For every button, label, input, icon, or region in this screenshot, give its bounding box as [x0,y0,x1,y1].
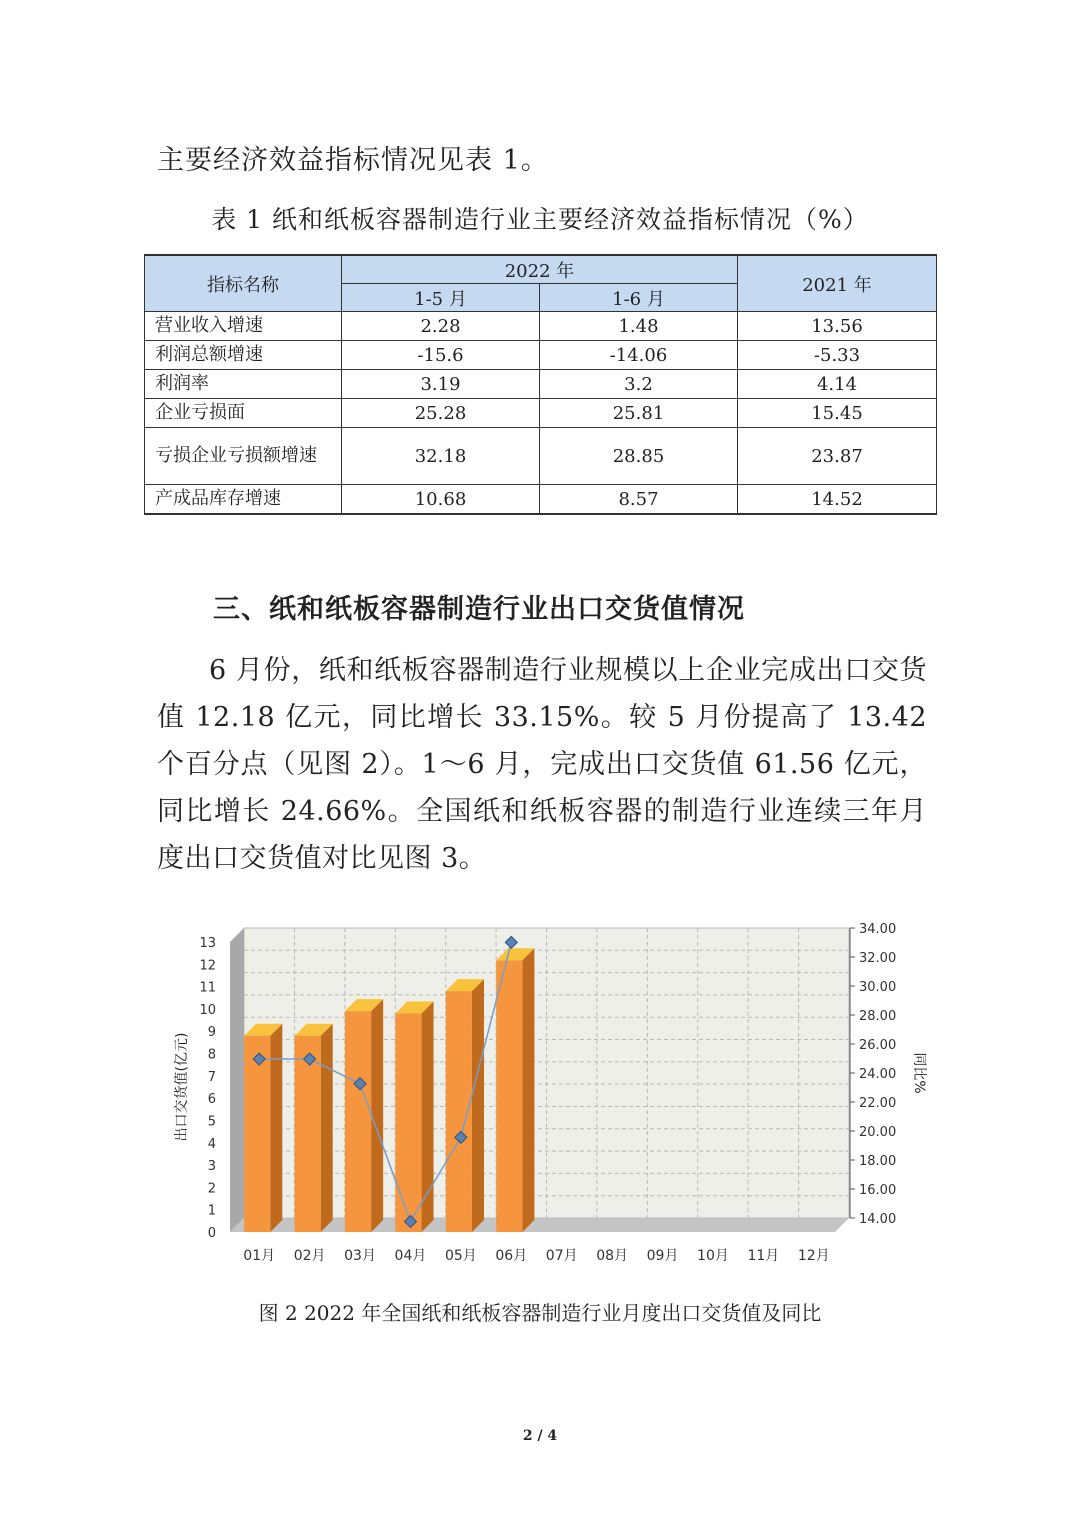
section-heading: 三、纸和纸板容器制造行业出口交货值情况 [213,594,745,625]
table-row [145,428,937,485]
export-value-chart [170,910,930,1280]
table-row [145,370,937,399]
row-name: 利润总额增速 [145,341,342,370]
page-number: 2 / 4 [522,1428,558,1444]
x-tick-label: 11月 [747,1248,780,1264]
x-tick-label: 08月 [596,1248,629,1264]
y-tick-label: 9 [207,1025,216,1041]
y2-tick-label: 28.00 [859,1009,897,1024]
bar [496,960,522,1232]
x-tick-label: 06月 [495,1248,528,1264]
table-row [145,312,937,341]
header-year-2022: 2022 年 [342,255,738,284]
y-tick-label: 3 [207,1159,216,1175]
y-tick-label: 8 [207,1047,216,1063]
y-tick-label: 4 [207,1136,216,1152]
y-tick-label: 6 [207,1092,216,1108]
bar [295,1036,321,1232]
y2-tick-label: 26.00 [859,1038,897,1053]
y2-tick-label: 14.00 [859,1212,897,1227]
cell-jan-jun: 25.81 [540,399,738,428]
x-tick-label: 10月 [697,1248,729,1264]
bar-side [321,1024,333,1232]
cell-jan-may: 32.18 [342,428,540,485]
cell-2021: 13.56 [738,312,937,341]
bar [395,1013,421,1232]
table-caption: 表 1 纸和纸板容器制造行业主要经济效益指标情况（%） [211,205,869,234]
row-name: 营业收入增速 [145,312,342,341]
header-year-2021: 2021 年 [738,255,937,312]
y-tick-label: 0 [207,1226,216,1241]
bar-side [522,948,534,1232]
y2-axis-title: 同比% [911,1052,927,1094]
y2-tick-label: 32.00 [859,951,897,966]
cell-jan-may: 2.28 [342,312,540,341]
y-axis-title: 出口交货值(亿元) [174,1032,190,1142]
bar-side [472,979,484,1232]
table-row [145,341,937,370]
header-jan-jun: 1-6 月 [540,284,738,312]
cell-2021: 23.87 [738,428,937,485]
header-jan-may: 1-5 月 [342,284,540,312]
cell-jan-may: 3.19 [342,370,540,399]
row-name: 利润率 [145,370,342,399]
figure-caption: 图 2 2022 年全国纸和纸板容器制造行业月度出口交货值及同比 [258,1301,822,1325]
y-tick-label: 2 [207,1181,216,1197]
x-tick-label: 01月 [243,1248,276,1264]
x-tick-label: 02月 [293,1248,326,1264]
intro-line: 主要经济效益指标情况见表 1。 [157,145,549,176]
bar [345,1011,371,1232]
bar-side [422,1001,434,1232]
cell-jan-jun: 28.85 [540,428,738,485]
y2-tick-label: 18.00 [859,1154,897,1169]
cell-2021: 14.52 [738,485,937,515]
indicator-table [144,254,937,515]
row-name: 企业亏损面 [145,399,342,428]
x-tick-label: 03月 [344,1248,376,1264]
cell-jan-jun: -14.06 [540,341,738,370]
cell-2021: -5.33 [738,341,937,370]
y-tick-label: 1 [207,1203,216,1219]
side-wall [230,928,244,1232]
y2-tick-label: 16.00 [859,1183,897,1198]
cell-jan-may: 25.28 [342,399,540,428]
cell-2021: 15.45 [738,399,937,428]
y2-tick-label: 30.00 [859,980,897,995]
x-tick-label: 07月 [545,1248,578,1264]
cell-jan-jun: 1.48 [540,312,738,341]
cell-jan-may: -15.6 [342,341,540,370]
row-name: 亏损企业亏损额增速 [145,428,342,485]
y-tick-label: 10 [199,1002,216,1018]
x-tick-label: 04月 [394,1248,427,1264]
x-tick-label: 09月 [646,1248,679,1264]
cell-jan-jun: 8.57 [540,485,738,515]
cell-jan-jun: 3.2 [540,370,738,399]
row-name: 产成品库存增速 [145,485,342,515]
cell-2021: 4.14 [738,370,937,399]
y-tick-label: 5 [207,1114,216,1130]
y2-tick-label: 34.00 [859,922,897,937]
y-tick-label: 12 [199,958,216,974]
bar-side [270,1024,282,1232]
body-paragraph: 6 月份，纸和纸板容器制造行业规模以上企业完成出口交货值 12.18 亿元，同比增长 33.15%。较 5 月份提高了 13.42 个百分点（见图 2）。1～6 月，完成出口交货值 61.56 亿元，同比增长 24.66%。全国纸和纸板容器的制造行业连续三年月度出口交货值对比见图 3。 [157,655,927,874]
table-row [145,485,937,515]
y-tick-label: 11 [199,980,216,996]
x-tick-label: 12月 [797,1248,830,1264]
table-row [145,399,937,428]
cell-jan-may: 10.68 [342,485,540,515]
y2-tick-label: 20.00 [859,1125,897,1140]
bar [244,1036,270,1232]
bar-side [371,999,383,1232]
y-tick-label: 13 [199,936,216,951]
y2-tick-label: 24.00 [859,1067,897,1082]
x-tick-label: 05月 [444,1248,477,1264]
y2-tick-label: 22.00 [859,1096,897,1111]
header-indicator-name: 指标名称 [145,255,342,312]
y-tick-label: 7 [207,1069,216,1085]
